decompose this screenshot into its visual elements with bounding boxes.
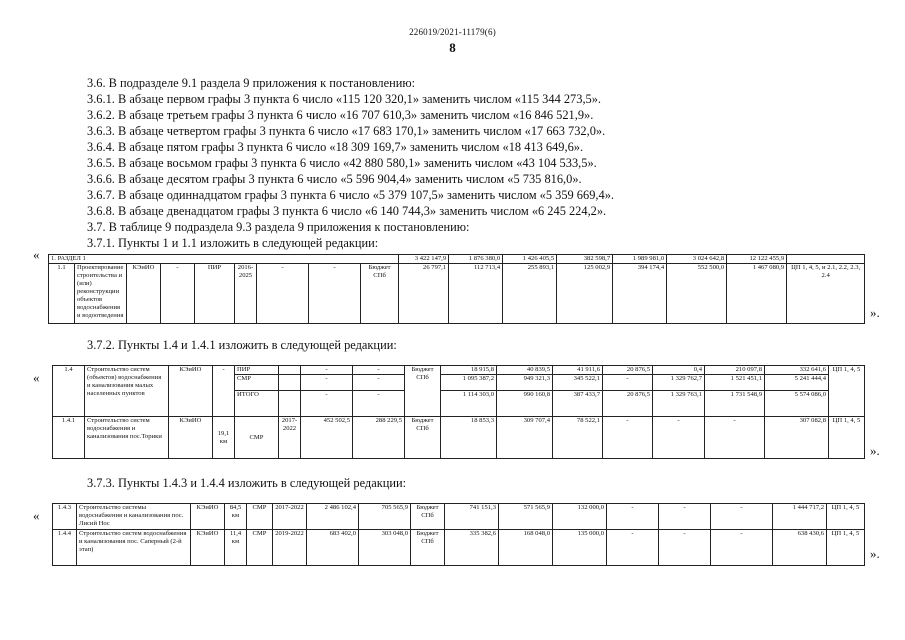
paragraph: 3.6.4. В абзаце пятом графы 3 пункта 6 число «18 309 169,7» заменить числом «18 413 649,6». — [87, 140, 584, 154]
table-cell: 2016-2025 — [235, 264, 257, 324]
paragraph: 3.6. В подразделе 9.1 раздела 9 приложения к постановлению: — [87, 76, 416, 90]
paragraph: 3.7. В таблице 9 подраздела 9.3 раздела 9 приложения к постановлению: — [87, 220, 470, 234]
table-cell: 26 797,1 — [399, 264, 449, 324]
table-cell: 1 467 080,9 — [727, 264, 787, 324]
table-row-section — [49, 255, 865, 264]
table-cell: 12 122 455,9 — [727, 255, 787, 264]
table-cell: 18 915,8 — [441, 366, 497, 375]
table-cell: 1 876 380,0 — [449, 255, 503, 264]
table-cell: - — [257, 264, 309, 324]
table-cell: - — [161, 264, 195, 324]
table-cell: Бюджет СПб — [411, 530, 445, 566]
table-cell: - — [353, 391, 405, 417]
table-cell: КЭиИО — [191, 504, 225, 530]
table-cell: 3 024 642,8 — [667, 255, 727, 264]
paragraph: 3.7.2. Пункты 1.4 и 1.4.1 изложить в следующей редакции: — [87, 338, 397, 352]
table-cell: - — [353, 366, 405, 375]
table-cell: 1.4.3 — [53, 504, 77, 530]
table-cell: - — [659, 504, 711, 530]
table-cell: 11,4 км — [225, 530, 247, 566]
table-cell: 1.4.1 — [53, 417, 85, 459]
table-cell: 2017-2022 — [273, 504, 307, 530]
table-cell: - — [711, 504, 773, 530]
table-cell: 382 598,7 — [557, 255, 613, 264]
paragraph: 3.6.7. В абзаце одиннадцатом графы 3 пункта 6 число «5 379 107,5» заменить числом «5 359 669,4». — [87, 188, 614, 202]
page-number: 8 — [449, 40, 456, 55]
table-cell: 345 522,1 — [553, 375, 603, 391]
table-cell: - — [301, 375, 353, 391]
table-cell: Бюджет СПб — [405, 417, 441, 459]
table-cell: 394 174,4 — [613, 264, 667, 324]
table-row — [53, 417, 865, 459]
table-cell — [279, 375, 301, 391]
table-cell: 1 329 763,1 — [653, 391, 705, 417]
table-cell: 19,1 км — [213, 417, 235, 459]
paragraph: 3.6.2. В абзаце третьем графы 3 пункта 6 число «16 707 610,3» заменить числом «16 846 521,9». — [87, 108, 594, 122]
table-cell: ЦП 1, 4, 5 — [829, 366, 865, 417]
table-cell: - — [705, 417, 765, 459]
table-cell: 2 486 102,4 — [307, 504, 359, 530]
paragraph: 3.6.3. В абзаце четвертом графы 3 пункта 6 число «17 683 170,1» заменить числом «17 663 732,0». — [87, 124, 606, 138]
document-number: 226019/2021-11179(6) — [409, 27, 496, 37]
table-cell: Строительство систем водоснабжения и канализования пос. Саперный (2-й этап) — [77, 530, 191, 566]
table-cell: - — [607, 504, 659, 530]
table-section-1 — [48, 254, 865, 324]
table-cell: - — [301, 366, 353, 375]
table-row — [53, 366, 865, 375]
table-cell: Бюджет СПб — [361, 264, 399, 324]
table-cell: 135 000,0 — [553, 530, 607, 566]
table-cell: 741 151,3 — [445, 504, 499, 530]
table-cell: - — [301, 391, 353, 417]
table-cell: 1 114 303,0 — [441, 391, 497, 417]
table-cell: 78 522,1 — [553, 417, 603, 459]
table-cell: 41 911,6 — [553, 366, 603, 375]
table-cell: ПИР — [235, 366, 279, 375]
table-cell: 571 565,9 — [499, 504, 553, 530]
table-row — [53, 530, 865, 566]
table-cell: СМР — [247, 530, 273, 566]
table-cell: ПИР — [195, 264, 235, 324]
table-cell: Бюджет СПб — [405, 366, 441, 417]
table-cell: - — [711, 530, 773, 566]
table-cell: 255 893,1 — [503, 264, 557, 324]
table-row — [49, 264, 865, 324]
open-quote: « — [33, 247, 40, 262]
open-quote: « — [33, 370, 40, 385]
table-cell: 638 430,6 — [773, 530, 827, 566]
table-cell: Бюджет СПб — [411, 504, 445, 530]
table-cell: 332 641,6 — [765, 366, 829, 375]
table-cell: Проектирование строительства и (или) реконструкции объектов водоснабжения и водоотведения — [75, 264, 127, 324]
paragraph: 3.6.1. В абзаце первом графы 3 пункта 6 число «115 120 320,1» заменить числом «115 344 273,5». — [87, 92, 602, 106]
table-cell: 335 382,6 — [445, 530, 499, 566]
table-cell: 20 876,5 — [603, 391, 653, 417]
table-cell: ЦП 1, 4, 5 — [829, 417, 865, 459]
table-cell: 40 839,5 — [497, 366, 553, 375]
table-cell: 112 713,4 — [449, 264, 503, 324]
table-cell: 125 002,9 — [557, 264, 613, 324]
table-cell — [787, 255, 865, 264]
table-cell: 18 853,3 — [441, 417, 497, 459]
table-cell: Строительство систем водоснабжения и канализования пос.Торики — [85, 417, 169, 459]
table-cell: Строительство систем (объектов) водоснабжения и канализования малых населенных пунктов — [85, 366, 169, 417]
table-cell: 5 241 444,4 — [765, 375, 829, 391]
table-cell: 168 048,0 — [499, 530, 553, 566]
table-cell: КЭиИО — [127, 264, 161, 324]
table-cell: КЭиИО — [169, 366, 213, 417]
table-cell: 387 433,7 — [553, 391, 603, 417]
table-cell: - — [353, 375, 405, 391]
table-cell: 1 426 405,5 — [503, 255, 557, 264]
table-cell: 3 422 147,9 — [399, 255, 449, 264]
table-cell: 1 989 981,0 — [613, 255, 667, 264]
table-cell: - — [309, 264, 361, 324]
table-cell: 1 731 548,9 — [705, 391, 765, 417]
table-cell: КЭиИО — [169, 417, 213, 459]
table-cell: 1 521 451,1 — [705, 375, 765, 391]
table-row — [53, 504, 865, 530]
table-cell: КЭиИО — [191, 530, 225, 566]
table-cell: 949 321,3 — [497, 375, 553, 391]
table-cell: 1.1 — [49, 264, 75, 324]
table-cell: СМР — [235, 417, 279, 459]
table-cell: 84,5 км — [225, 504, 247, 530]
table-cell: 1 444 717,2 — [773, 504, 827, 530]
paragraph: 3.7.1. Пункты 1 и 1.1 изложить в следующей редакции: — [87, 236, 379, 250]
paragraph: 3.6.8. В абзаце двенадцатом графы 3 пункта 6 число «6 140 744,3» заменить числом «6 245 224,2». — [87, 204, 607, 218]
paragraph: 3.6.6. В абзаце десятом графы 3 пункта 6 число «5 596 904,4» заменить числом «5 735 816,0». — [87, 172, 582, 186]
table-cell: 1 095 387,2 — [441, 375, 497, 391]
table-cell: СМР — [247, 504, 273, 530]
table-cell: 1.4.4 — [53, 530, 77, 566]
table-cell: 5 574 086,0 — [765, 391, 829, 417]
open-quote: « — [33, 508, 40, 523]
table-cell: - — [603, 417, 653, 459]
table-cell: ИТОГО — [235, 391, 279, 417]
section-title: 1. РАЗДЕЛ 1 — [49, 255, 399, 264]
close-quote: ». — [870, 443, 880, 458]
table-cell: 683 402,0 — [307, 530, 359, 566]
table-cell: - — [659, 530, 711, 566]
table-cell: 552 500,0 — [667, 264, 727, 324]
table-cell: 210 097,8 — [705, 366, 765, 375]
table-cell: - — [653, 417, 705, 459]
table-cell: 309 707,4 — [497, 417, 553, 459]
table-cell: 1.4 — [53, 366, 85, 417]
table-cell: 307 082,8 — [765, 417, 829, 459]
close-quote: ». — [870, 305, 880, 320]
table-section-1-4 — [52, 365, 865, 459]
table-cell: - — [607, 530, 659, 566]
table-cell: 990 160,8 — [497, 391, 553, 417]
table-cell: 1 329 762,7 — [653, 375, 705, 391]
table-cell: 132 000,0 — [553, 504, 607, 530]
table-cell: - — [213, 366, 235, 417]
table-cell: 2019-2022 — [273, 530, 307, 566]
close-quote: ». — [870, 546, 880, 561]
table-cell: - — [603, 375, 653, 391]
table-cell: 303 048,0 — [359, 530, 411, 566]
table-cell — [279, 391, 301, 417]
table-cell: ЦП 1, 4, 5 — [827, 530, 865, 566]
table-cell: ЦП 1, 4, 5 — [827, 504, 865, 530]
table-cell: 0,4 — [653, 366, 705, 375]
table-cell: 288 229,5 — [353, 417, 405, 459]
table-cell: 20 876,5 — [603, 366, 653, 375]
table-cell: 2017-2022 — [279, 417, 301, 459]
table-cell: Строительство системы водоснабжения и канализования пос. Лисий Нос — [77, 504, 191, 530]
table-cell — [279, 366, 301, 375]
paragraph: 3.7.3. Пункты 1.4.3 и 1.4.4 изложить в следующей редакции: — [87, 476, 407, 490]
table-section-1-4-3 — [52, 503, 865, 566]
paragraph: 3.6.5. В абзаце восьмом графы 3 пункта 6 число «42 880 580,1» заменить числом «43 104 533,5». — [87, 156, 597, 170]
table-cell: СМР — [235, 375, 279, 391]
table-cell: 452 502,5 — [301, 417, 353, 459]
table-cell: 705 565,9 — [359, 504, 411, 530]
table-cell: ЦП 1, 4, 5, и 2.1, 2.2, 2.3, 2.4 — [787, 264, 865, 324]
